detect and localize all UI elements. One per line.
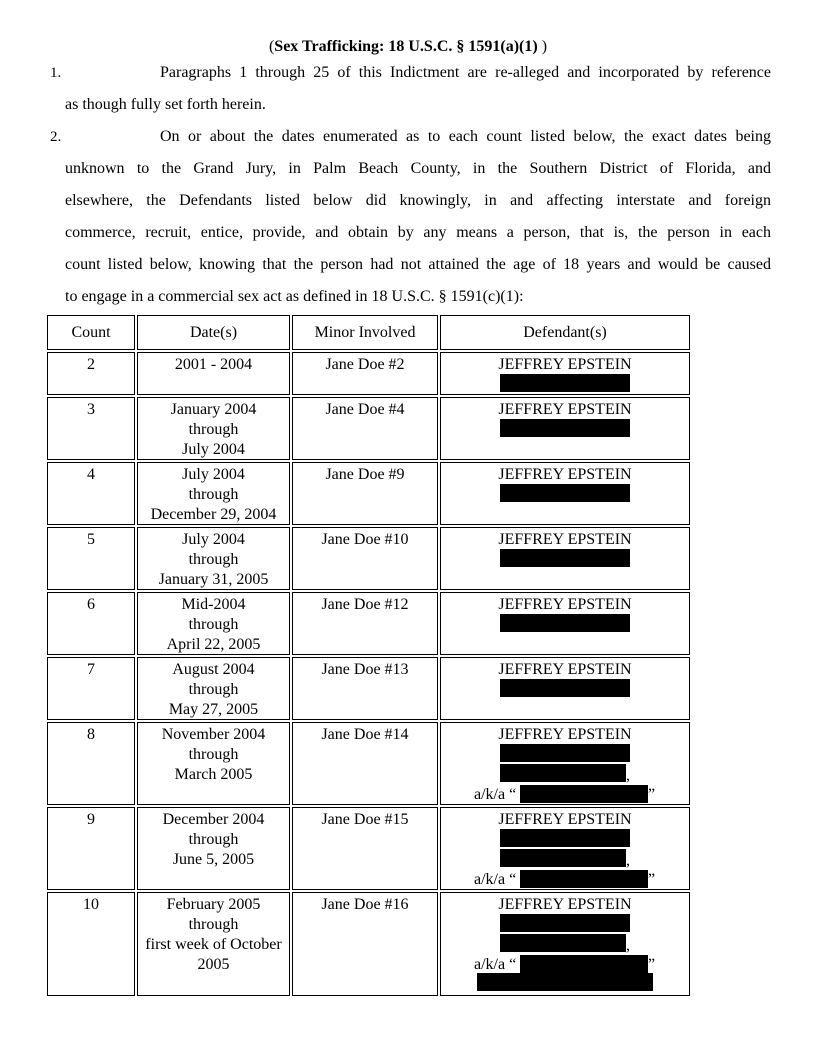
date-line: April 22, 2005 bbox=[166, 636, 261, 653]
defendant-name: JEFFREY EPSTEIN bbox=[498, 466, 632, 483]
comma-text: , bbox=[626, 937, 630, 954]
table-header-cell: Defendant(s) bbox=[440, 315, 690, 350]
date-line: Mid-2004 bbox=[181, 596, 246, 613]
comma-text: , bbox=[626, 767, 630, 784]
paragraph-number: 1. bbox=[50, 65, 62, 81]
redaction-bar bbox=[500, 849, 626, 867]
redaction-bar bbox=[500, 764, 626, 782]
dates-cell bbox=[137, 527, 290, 590]
count-cell: 9 bbox=[47, 807, 135, 890]
date-line: July 2004 bbox=[182, 441, 245, 458]
minor-cell: Jane Doe #15 bbox=[292, 807, 438, 890]
paragraph-line: Paragraphs 1 through 25 of this Indictment are re-alleged and incorporated by reference bbox=[160, 64, 771, 81]
date-line: December 2004 bbox=[162, 811, 265, 828]
redaction-bar bbox=[500, 679, 630, 697]
table-header-cell: Date(s) bbox=[137, 315, 290, 350]
date-line: through bbox=[188, 616, 239, 633]
date-line: November 2004 bbox=[161, 726, 266, 743]
table-header-cell: Count bbox=[47, 315, 135, 350]
date-line: February 2005 bbox=[166, 896, 261, 913]
redaction-bar bbox=[500, 934, 626, 952]
comma-text: , bbox=[626, 852, 630, 869]
redaction-bar bbox=[520, 785, 648, 803]
date-line: January 31, 2005 bbox=[158, 571, 269, 588]
date-line: through bbox=[188, 916, 239, 933]
count-cell: 6 bbox=[47, 592, 135, 655]
date-line: June 5, 2005 bbox=[172, 851, 255, 868]
date-line: July 2004 bbox=[182, 466, 245, 483]
dates-cell bbox=[137, 657, 290, 720]
redaction-bar bbox=[500, 484, 630, 502]
date-line: December 29, 2004 bbox=[150, 506, 277, 523]
date-line: through bbox=[188, 486, 239, 503]
paragraph-line: On or about the dates enumerated as to each count listed below, the exact dates being bbox=[160, 128, 771, 145]
defendant-name: JEFFREY EPSTEIN bbox=[498, 726, 632, 743]
dates-cell bbox=[137, 462, 290, 525]
redaction-bar bbox=[477, 973, 653, 991]
date-line: 2005 bbox=[197, 956, 230, 973]
aka-prefix: a/k/a “ bbox=[474, 786, 517, 803]
dates-cell bbox=[137, 397, 290, 460]
paragraph-line: commerce, recruit, entice, provide, and obtain by any means a person, that is, the person in each bbox=[65, 224, 771, 241]
aka-suffix: ” bbox=[648, 786, 656, 803]
minor-cell: Jane Doe #12 bbox=[292, 592, 438, 655]
minor-cell: Jane Doe #9 bbox=[292, 462, 438, 525]
date-line: first week of October bbox=[145, 936, 282, 953]
section-heading bbox=[0, 37, 816, 57]
redaction-bar bbox=[500, 614, 630, 632]
date-line: through bbox=[188, 551, 239, 568]
redaction-bar bbox=[500, 549, 630, 567]
date-line: through bbox=[188, 421, 239, 438]
count-cell: 7 bbox=[47, 657, 135, 720]
count-cell: 3 bbox=[47, 397, 135, 460]
heading-bold: Sex Trafficking: 18 U.S.C. § 1591(a)(1) bbox=[274, 38, 538, 55]
count-cell: 5 bbox=[47, 527, 135, 590]
heading-suffix: ) bbox=[537, 38, 548, 55]
date-line: July 2004 bbox=[182, 531, 245, 548]
date-line: through bbox=[188, 746, 239, 763]
date-line: January 2004 bbox=[170, 401, 257, 418]
defendant-name: JEFFREY EPSTEIN bbox=[498, 661, 632, 678]
defendant-name: JEFFREY EPSTEIN bbox=[498, 896, 632, 913]
redaction-bar bbox=[500, 419, 630, 437]
date-line: through bbox=[188, 681, 239, 698]
defendant-name: JEFFREY EPSTEIN bbox=[498, 531, 632, 548]
aka-prefix: a/k/a “ bbox=[474, 956, 517, 973]
count-cell: 4 bbox=[47, 462, 135, 525]
count-cell: 2 bbox=[47, 352, 135, 395]
dates-cell bbox=[137, 722, 290, 805]
defendant-name: JEFFREY EPSTEIN bbox=[498, 356, 632, 373]
redaction-bar bbox=[520, 870, 648, 888]
date-line: March 2005 bbox=[174, 766, 253, 783]
minor-cell: Jane Doe #16 bbox=[292, 892, 438, 996]
minor-cell: Jane Doe #13 bbox=[292, 657, 438, 720]
paragraph-line: as though fully set forth herein. bbox=[65, 96, 266, 113]
defendant-name: JEFFREY EPSTEIN bbox=[498, 401, 632, 418]
defendant-name: JEFFREY EPSTEIN bbox=[498, 811, 632, 828]
paragraph-line: elsewhere, the Defendants listed below did knowingly, in and affecting interstate and foreign bbox=[65, 192, 771, 209]
aka-suffix: ” bbox=[648, 871, 656, 888]
redaction-bar bbox=[520, 955, 648, 973]
redaction-bar bbox=[500, 914, 630, 932]
dates-cell bbox=[137, 592, 290, 655]
date-line: through bbox=[188, 831, 239, 848]
count-cell: 10 bbox=[47, 892, 135, 996]
heading-prefix: ( bbox=[268, 38, 275, 55]
table-header-cell: Minor Involved bbox=[292, 315, 438, 350]
minor-cell: Jane Doe #14 bbox=[292, 722, 438, 805]
minor-cell: Jane Doe #4 bbox=[292, 397, 438, 460]
defendant-name: JEFFREY EPSTEIN bbox=[498, 596, 632, 613]
dates-cell bbox=[137, 892, 290, 996]
paragraph-line: unknown to the Grand Jury, in Palm Beach County, in the Southern District of Florida, and bbox=[65, 160, 771, 177]
dates-cell bbox=[137, 807, 290, 890]
date-line: May 27, 2005 bbox=[168, 701, 259, 718]
minor-cell: Jane Doe #2 bbox=[292, 352, 438, 395]
minor-cell: Jane Doe #10 bbox=[292, 527, 438, 590]
paragraph-number: 2. bbox=[50, 129, 62, 145]
date-line: 2001 - 2004 bbox=[174, 356, 253, 373]
aka-prefix: a/k/a “ bbox=[474, 871, 517, 888]
paragraph-line: to engage in a commercial sex act as defined in 18 U.S.C. § 1591(c)(1): bbox=[65, 288, 524, 305]
aka-suffix: ” bbox=[648, 956, 656, 973]
redaction-bar bbox=[500, 744, 630, 762]
count-cell: 8 bbox=[47, 722, 135, 805]
paragraph-line: count listed below, knowing that the person had not attained the age of 18 years and would be caused bbox=[65, 256, 771, 273]
redaction-bar bbox=[500, 829, 630, 847]
dates-cell bbox=[137, 352, 290, 395]
date-line: August 2004 bbox=[172, 661, 255, 678]
redaction-bar bbox=[500, 374, 630, 392]
